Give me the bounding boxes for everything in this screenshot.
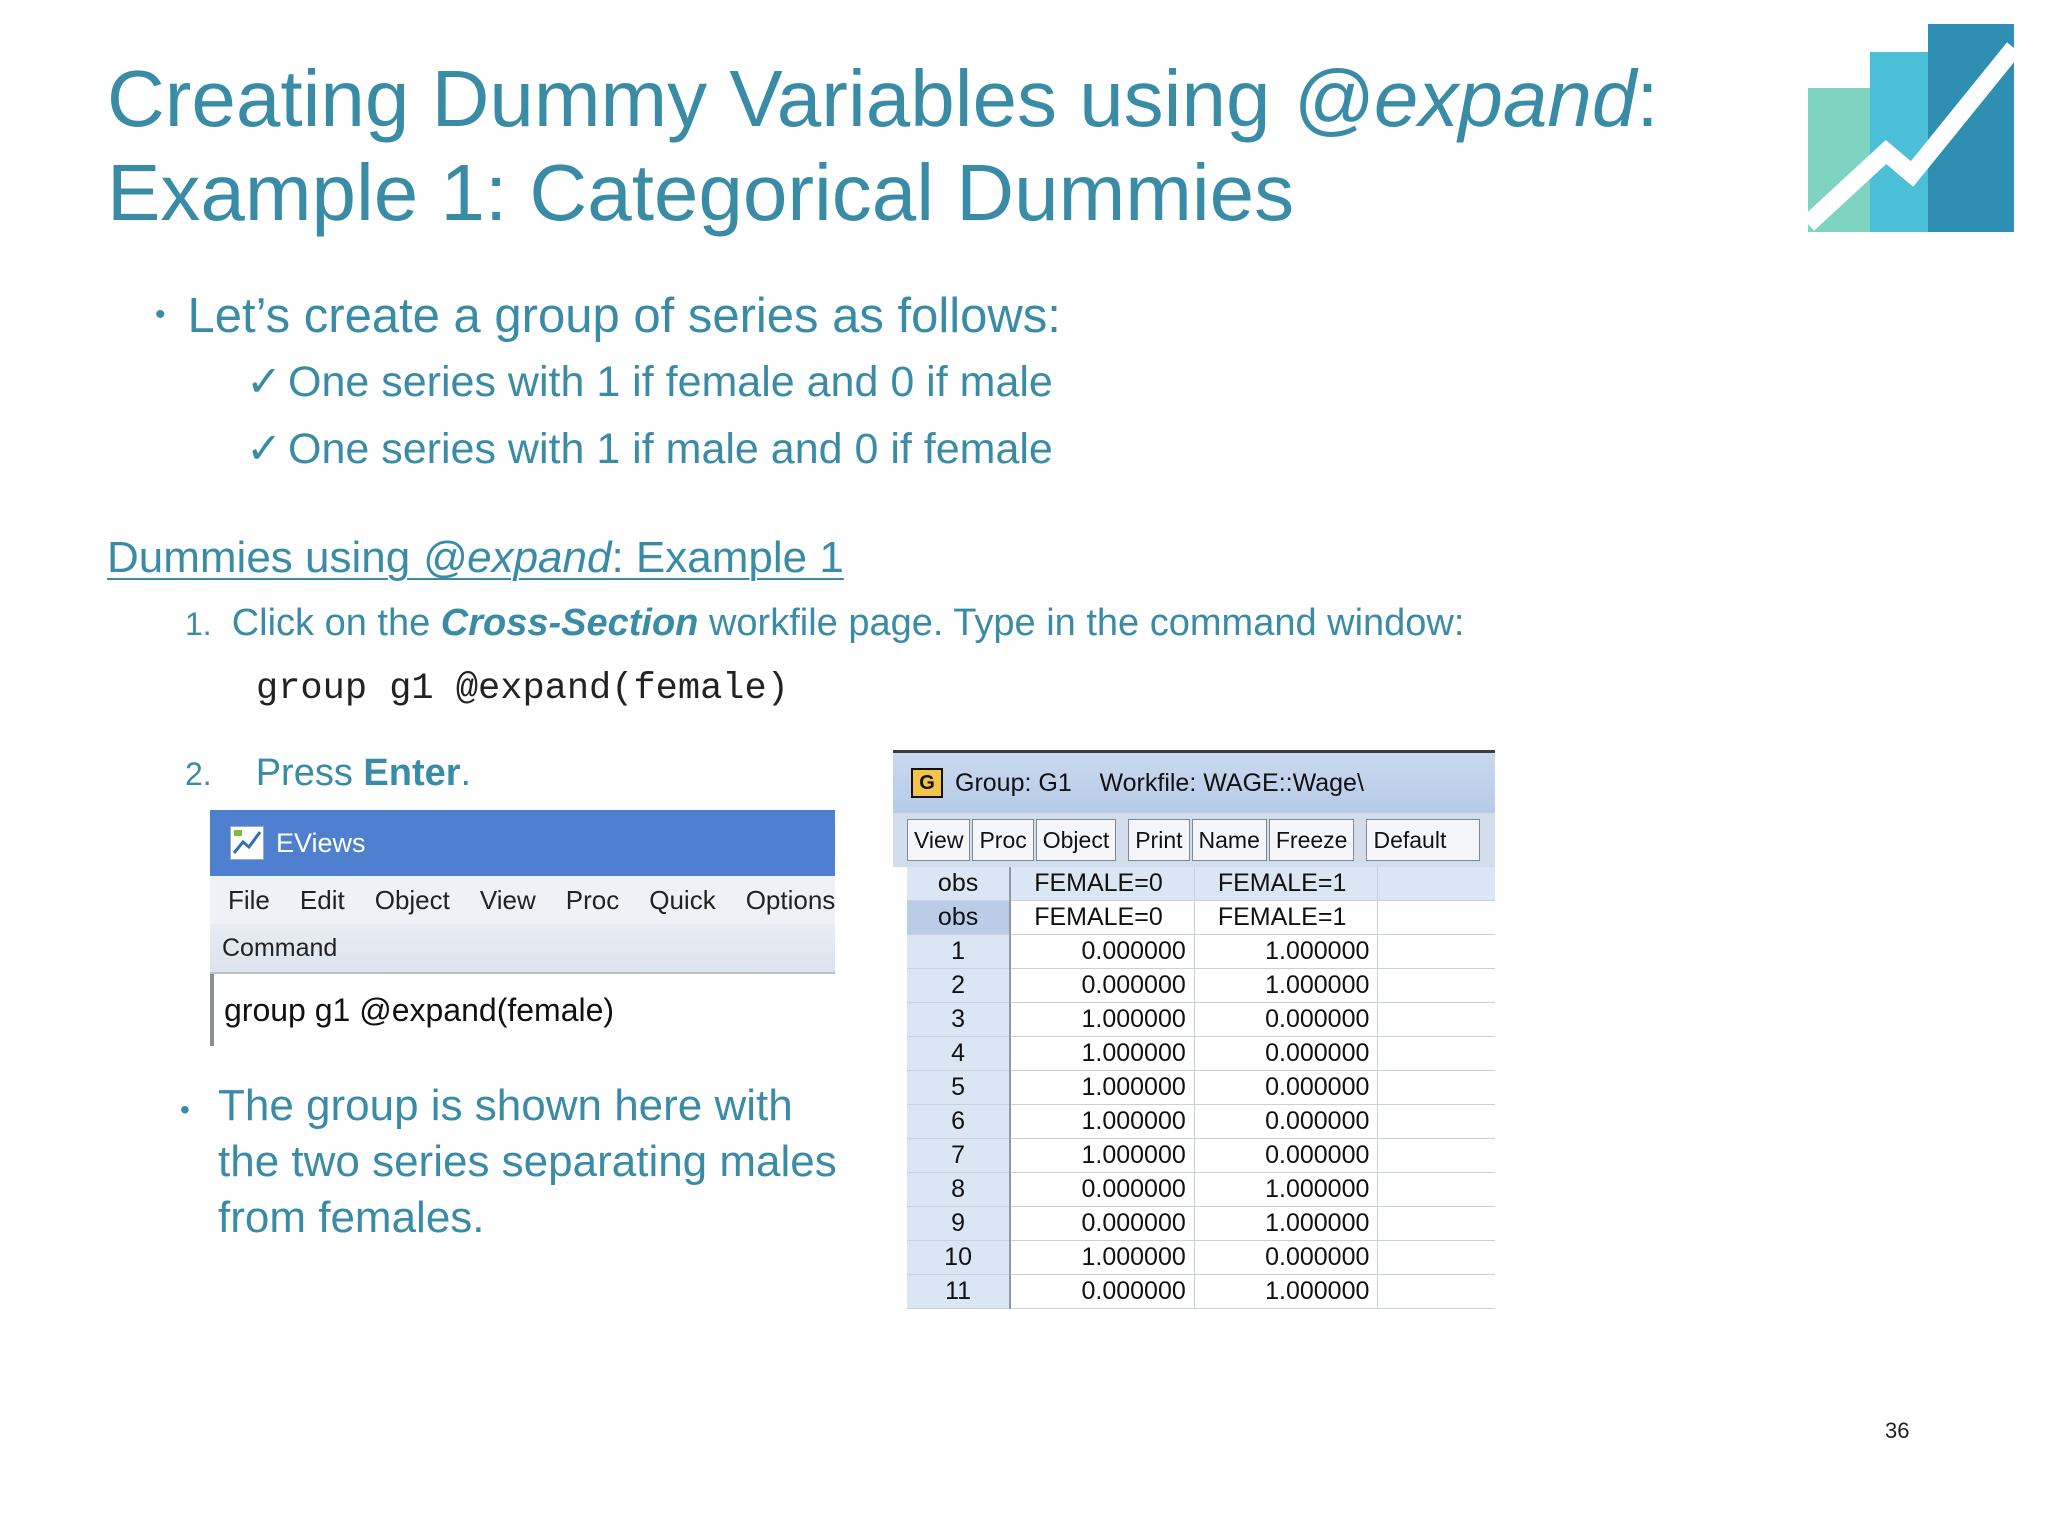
header-cell: obs — [907, 901, 1010, 935]
table-cell[interactable]: 0.000000 — [1010, 1207, 1194, 1241]
table-cell[interactable]: 0.000000 — [1194, 1105, 1378, 1139]
header-cell[interactable]: FEMALE=0 — [1010, 901, 1194, 935]
group-spreadsheet — [907, 867, 1495, 1309]
table-cell[interactable]: 0.000000 — [1010, 969, 1194, 1003]
table-cell[interactable]: 1.000000 — [1194, 1275, 1378, 1309]
table-cell[interactable]: 1.000000 — [1010, 1037, 1194, 1071]
eviews-window — [210, 810, 835, 1046]
step-1 — [185, 602, 1464, 645]
menu-options[interactable]: Options — [745, 884, 835, 915]
row-label-cell: 7 — [907, 1139, 1010, 1173]
bullet-group-description — [180, 1078, 850, 1246]
bullet-group-text: The group is shown here with the two series separating males from females. — [218, 1081, 837, 1242]
freeze-button[interactable]: Freeze — [1269, 819, 1355, 861]
header-cell: FEMALE=0 — [1010, 867, 1194, 901]
table-cell[interactable]: 1.000000 — [1010, 1139, 1194, 1173]
row-label-cell: 11 — [907, 1275, 1010, 1309]
menu-file[interactable]: File — [228, 884, 270, 915]
bullet-main — [155, 288, 1061, 344]
object-button[interactable]: Object — [1036, 819, 1116, 861]
group-toolbar — [893, 813, 1495, 867]
row-label-cell: 3 — [907, 1003, 1010, 1037]
table-cell[interactable]: 0.000000 — [1194, 1241, 1378, 1275]
row-label-cell: 9 — [907, 1207, 1010, 1241]
table-body — [907, 935, 1495, 1309]
code-command: group g1 @expand(female) — [256, 668, 789, 710]
row-label-cell: 6 — [907, 1105, 1010, 1139]
table-row — [907, 1241, 1495, 1275]
title-colon: : — [1636, 54, 1659, 143]
check-item-text: One series with 1 if female and 0 if male — [288, 358, 1053, 406]
table-cell[interactable]: 1.000000 — [1010, 1071, 1194, 1105]
table-cell[interactable]: 1.000000 — [1010, 1241, 1194, 1275]
table-row — [907, 1139, 1495, 1173]
name-button[interactable]: Name — [1192, 819, 1267, 861]
step-number: 2. — [185, 756, 212, 792]
table-row — [907, 935, 1495, 969]
step-2 — [185, 752, 471, 795]
slide-title — [107, 52, 1757, 240]
row-label-cell: 8 — [907, 1173, 1010, 1207]
page-number: 36 — [1885, 1418, 1910, 1443]
group-object-icon: G — [911, 768, 943, 798]
table-cell[interactable]: 1.000000 — [1194, 1173, 1378, 1207]
eviews-menubar — [210, 876, 835, 924]
bullet-dot: • — [180, 1094, 190, 1125]
group-title: Group: G1 Workfile: WAGE::Wage\ — [955, 768, 1364, 797]
table-row — [907, 1003, 1495, 1037]
default-dropdown[interactable]: Default — [1366, 819, 1480, 861]
table-cell[interactable]: 1.000000 — [1194, 935, 1378, 969]
menu-view[interactable]: View — [479, 884, 536, 915]
table-cell[interactable]: 1.000000 — [1194, 1207, 1378, 1241]
table-row — [907, 969, 1495, 1003]
command-text: group g1 @expand(female) — [224, 991, 615, 1028]
step-text: Click on the — [231, 602, 441, 644]
table-cell[interactable]: 0.000000 — [1010, 1275, 1194, 1309]
title-line-2: Example 1: Categorical Dummies — [107, 148, 1295, 237]
title-expand-keyword: @expand — [1292, 54, 1637, 143]
table-cell[interactable] — [1378, 969, 1495, 1003]
table-row — [907, 1275, 1495, 1309]
table-cell[interactable]: 0.000000 — [1194, 1071, 1378, 1105]
step-text: . — [460, 752, 472, 794]
subheading-text: Dummies using — [107, 533, 423, 582]
menu-edit[interactable]: Edit — [299, 884, 345, 915]
table-cell[interactable] — [1378, 1173, 1495, 1207]
step-text: workfile page. Type in the command window: — [698, 602, 1465, 644]
menu-proc[interactable]: Proc — [565, 884, 620, 915]
header-row — [907, 867, 1495, 901]
check-item-text: One series with 1 if male and 0 if female — [288, 425, 1053, 473]
header-cell[interactable]: FEMALE=1 — [1194, 901, 1378, 935]
rising-chart-logo-icon — [1808, 24, 2014, 232]
header-cell — [1378, 867, 1495, 901]
step-emphasis: Cross-Section — [440, 602, 699, 644]
table-row — [907, 1207, 1495, 1241]
table-cell[interactable]: 0.000000 — [1010, 1173, 1194, 1207]
proc-button[interactable]: Proc — [972, 819, 1033, 861]
bullet-main-text: Let’s create a group of series as follows: — [187, 289, 1061, 343]
table-cell[interactable]: 1.000000 — [1194, 969, 1378, 1003]
table-cell[interactable] — [1378, 1275, 1495, 1309]
menu-quick[interactable]: Quick — [649, 884, 716, 915]
title-line-1-text: Creating Dummy Variables using — [107, 54, 1293, 143]
check-item-female — [246, 357, 1053, 407]
command-label: Command — [222, 933, 338, 962]
table-cell[interactable] — [1378, 1139, 1495, 1173]
row-label-cell: 2 — [907, 969, 1010, 1003]
table-cell[interactable]: 0.000000 — [1194, 1037, 1378, 1071]
step-number: 1. — [185, 606, 212, 642]
row-label-cell: 4 — [907, 1037, 1010, 1071]
table-cell[interactable]: 0.000000 — [1010, 935, 1194, 969]
table-cell[interactable]: 1.000000 — [1010, 1003, 1194, 1037]
eviews-titlebar — [210, 810, 835, 876]
eviews-title: EViews — [276, 827, 366, 858]
subheading-expand-keyword: @expand — [422, 533, 612, 582]
subheading-suffix: : Example 1 — [611, 533, 844, 582]
table-row — [907, 1173, 1495, 1207]
row-label-cell: 5 — [907, 1071, 1010, 1105]
table-row — [907, 1071, 1495, 1105]
table-cell[interactable] — [1378, 1003, 1495, 1037]
group-window — [893, 750, 1495, 1328]
eviews-app-icon — [230, 826, 264, 860]
step-emphasis: Enter — [363, 752, 461, 794]
table-cell[interactable]: 1.000000 — [1010, 1105, 1194, 1139]
step-text: Press — [255, 752, 364, 794]
title-line-1 — [107, 52, 1757, 146]
header-row — [907, 901, 1495, 935]
group-titlebar — [893, 753, 1495, 813]
command-label-bar — [210, 924, 835, 974]
header-cell — [1378, 901, 1495, 935]
header-cell: obs — [907, 867, 1010, 901]
subheading-link[interactable] — [107, 533, 844, 583]
checkmark-icon: ✓ — [246, 424, 283, 474]
menu-object[interactable]: Object — [374, 884, 450, 915]
table-row — [907, 1037, 1495, 1071]
row-label-cell: 10 — [907, 1241, 1010, 1275]
bullet-dot: • — [155, 298, 166, 331]
table-cell[interactable] — [1378, 1037, 1495, 1071]
table-cell[interactable] — [1378, 1105, 1495, 1139]
checkmark-icon: ✓ — [246, 357, 283, 407]
table-row — [907, 1105, 1495, 1139]
table-cell[interactable]: 0.000000 — [1194, 1003, 1378, 1037]
print-button[interactable]: Print — [1128, 819, 1189, 861]
view-button[interactable]: View — [907, 819, 970, 861]
command-input[interactable] — [210, 974, 835, 1046]
table-cell[interactable] — [1378, 1207, 1495, 1241]
row-label-cell: 1 — [907, 935, 1010, 969]
table-cell[interactable]: 0.000000 — [1194, 1139, 1378, 1173]
check-item-male — [246, 424, 1053, 474]
table-cell[interactable] — [1378, 1241, 1495, 1275]
table-cell[interactable] — [1378, 1071, 1495, 1105]
header-cell: FEMALE=1 — [1194, 867, 1378, 901]
table-cell[interactable] — [1378, 935, 1495, 969]
